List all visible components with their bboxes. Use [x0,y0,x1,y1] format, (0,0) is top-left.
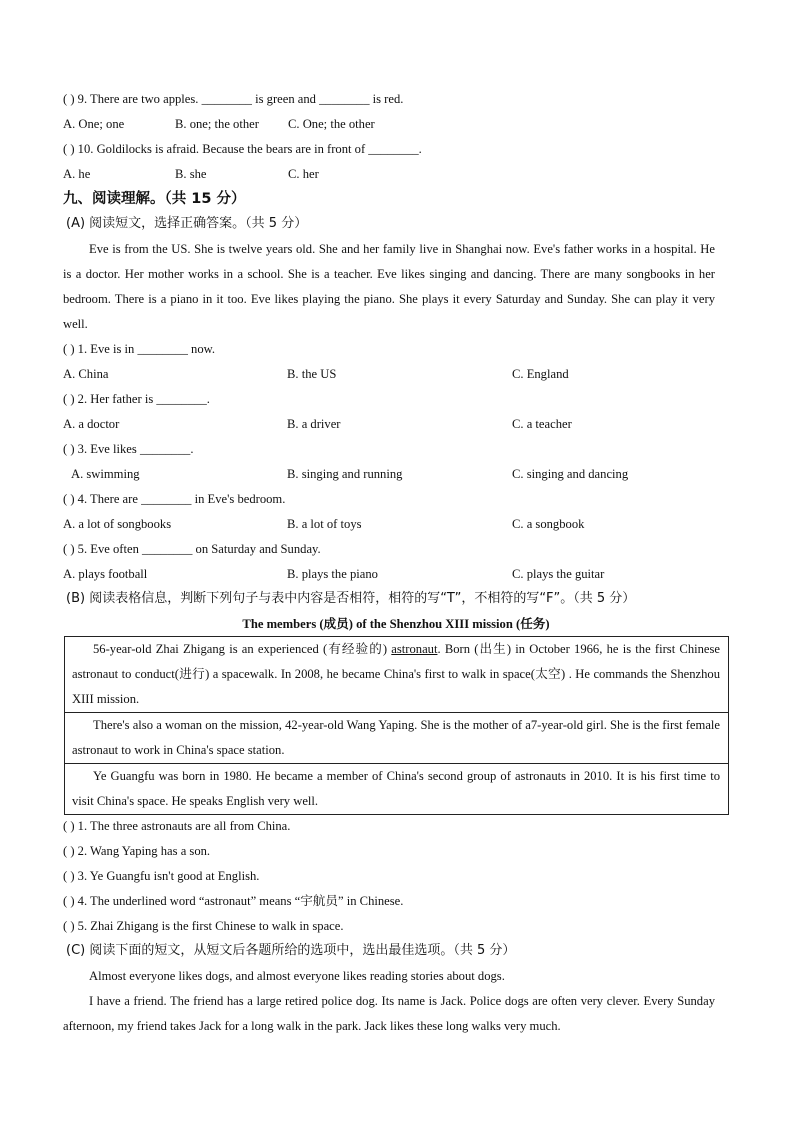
part-a-passage: Eve is from the US. She is twelve years old. She and her family live in Shanghai now. Eve's father works in a hospital. He is a doctor. Her mother works in a school. She is a teacher. Eve likes singing and dancing. There are many songbooks in her bedroom. There is a piano in it too. Eve likes playing the piano. She plays it every Saturday and Sunday. She can play it very well. [63,242,715,331]
part-c-paragraph-1: Almost everyone likes dogs, and almost everyone likes reading stories about dogs. [89,969,505,983]
q10-option-c: C. her [288,167,319,181]
a5-option-a: A. plays football [63,567,148,581]
a2-option-c: C. a teacher [512,417,572,431]
q9-option-a: A. One; one [63,117,125,131]
part-b-question-3: ( ) 3. Ye Guangfu isn't good at English. [63,869,260,883]
astronaut-table [64,636,729,815]
a4-option-b: B. a lot of toys [287,517,362,531]
a2-option-a: A. a doctor [63,417,120,431]
a2-option-b: B. a driver [287,417,341,431]
row3-text: Ye Guangfu was born in 1980. He became a member of China's second group of astronauts in 2010. It is his first time to visit China's space. He speaks English very well. [72,769,720,808]
q9-option-b: B. one; the other [175,117,259,131]
a1-option-a: A. China [63,367,109,381]
a5-option-b: B. plays the piano [287,567,378,581]
table-title: The members (成员) of the Shenzhou XIII mission (任务) [242,617,550,631]
part-a-question-5: ( ) 5. Eve often ________ on Saturday and Sunday. [63,542,321,556]
part-a-question-2: ( ) 2. Her father is ________. [63,392,210,406]
part-a-question-4: ( ) 4. There are ________ in Eve's bedroom. [63,492,286,506]
table-row-wang [65,712,728,763]
table-row-ye [65,763,728,814]
part-a-question-3: ( ) 3. Eve likes ________. [63,442,194,456]
part-a-question-1: ( ) 1. Eve is in ________ now. [63,342,216,356]
part-b-question-2: ( ) 2. Wang Yaping has a son. [63,844,211,858]
a3-option-b: B. singing and running [287,467,403,481]
a5-option-c: C. plays the guitar [512,567,605,581]
part-c-instruction: (C) 阅读下面的短文，从短文后各题所给的选项中，选出最佳选项。（共 5 分） [66,943,516,958]
question-9: ( ) 9. There are two apples. ________ is green and ________ is red. [63,92,404,106]
part-b-question-4: ( ) 4. The underlined word “astronaut” means “宇航员” in Chinese. [63,894,404,908]
q10-option-a: A. he [63,167,91,181]
part-a-instruction: (A) 阅读短文，选择正确答案。（共 5 分） [66,216,308,231]
row2-text: There's also a woman on the mission, 42-year-old Wang Yaping. She is the mother of a7-year-old girl. She is the first female astronaut to work in China's space station. [72,718,720,757]
q9-option-c: C. One; the other [288,117,375,131]
row1-text-before: 56-year-old Zhai Zhigang is an experienced (有经验的) [93,642,392,656]
table-row-zhai [65,637,728,712]
underlined-word: astronaut [391,642,438,656]
q10-option-b: B. she [175,167,207,181]
question-10: ( ) 10. Goldilocks is afraid. Because the bears are in front of ________. [63,142,422,156]
a4-option-c: C. a songbook [512,517,585,531]
a3-option-a: A. swimming [71,467,140,481]
part-b-question-5: ( ) 5. Zhai Zhigang is the first Chinese to walk in space. [63,919,344,933]
a1-option-b: B. the US [287,367,337,381]
part-b-question-1: ( ) 1. The three astronauts are all from China. [63,819,291,833]
part-b-instruction: (B) 阅读表格信息，判断下列句子与表中内容是否相符，相符的写“T”，不相符的写“F”。（共 5 分） [66,591,636,606]
section-9-title: 九、阅读理解。（共 15 分） [63,191,246,207]
part-c-paragraph-2: I have a friend. The friend has a large retired police dog. Its name is Jack. Police dogs are often very clever. Every Sunday afternoon, my friend takes Jack for a long walk in the park. Jack likes these long walks very much. [63,994,715,1033]
a4-option-a: A. a lot of songbooks [63,517,172,531]
row1-text-after: . Born (出生) in October 1966, he is the first Chinese astronaut to conduct(进行) a spacewalk. In 2008, he became China's first to walk in space(太空) . He commands the Shenzhou XIII mission. [72,642,720,706]
a1-option-c: C. England [512,367,569,381]
a3-option-c: C. singing and dancing [512,467,629,481]
